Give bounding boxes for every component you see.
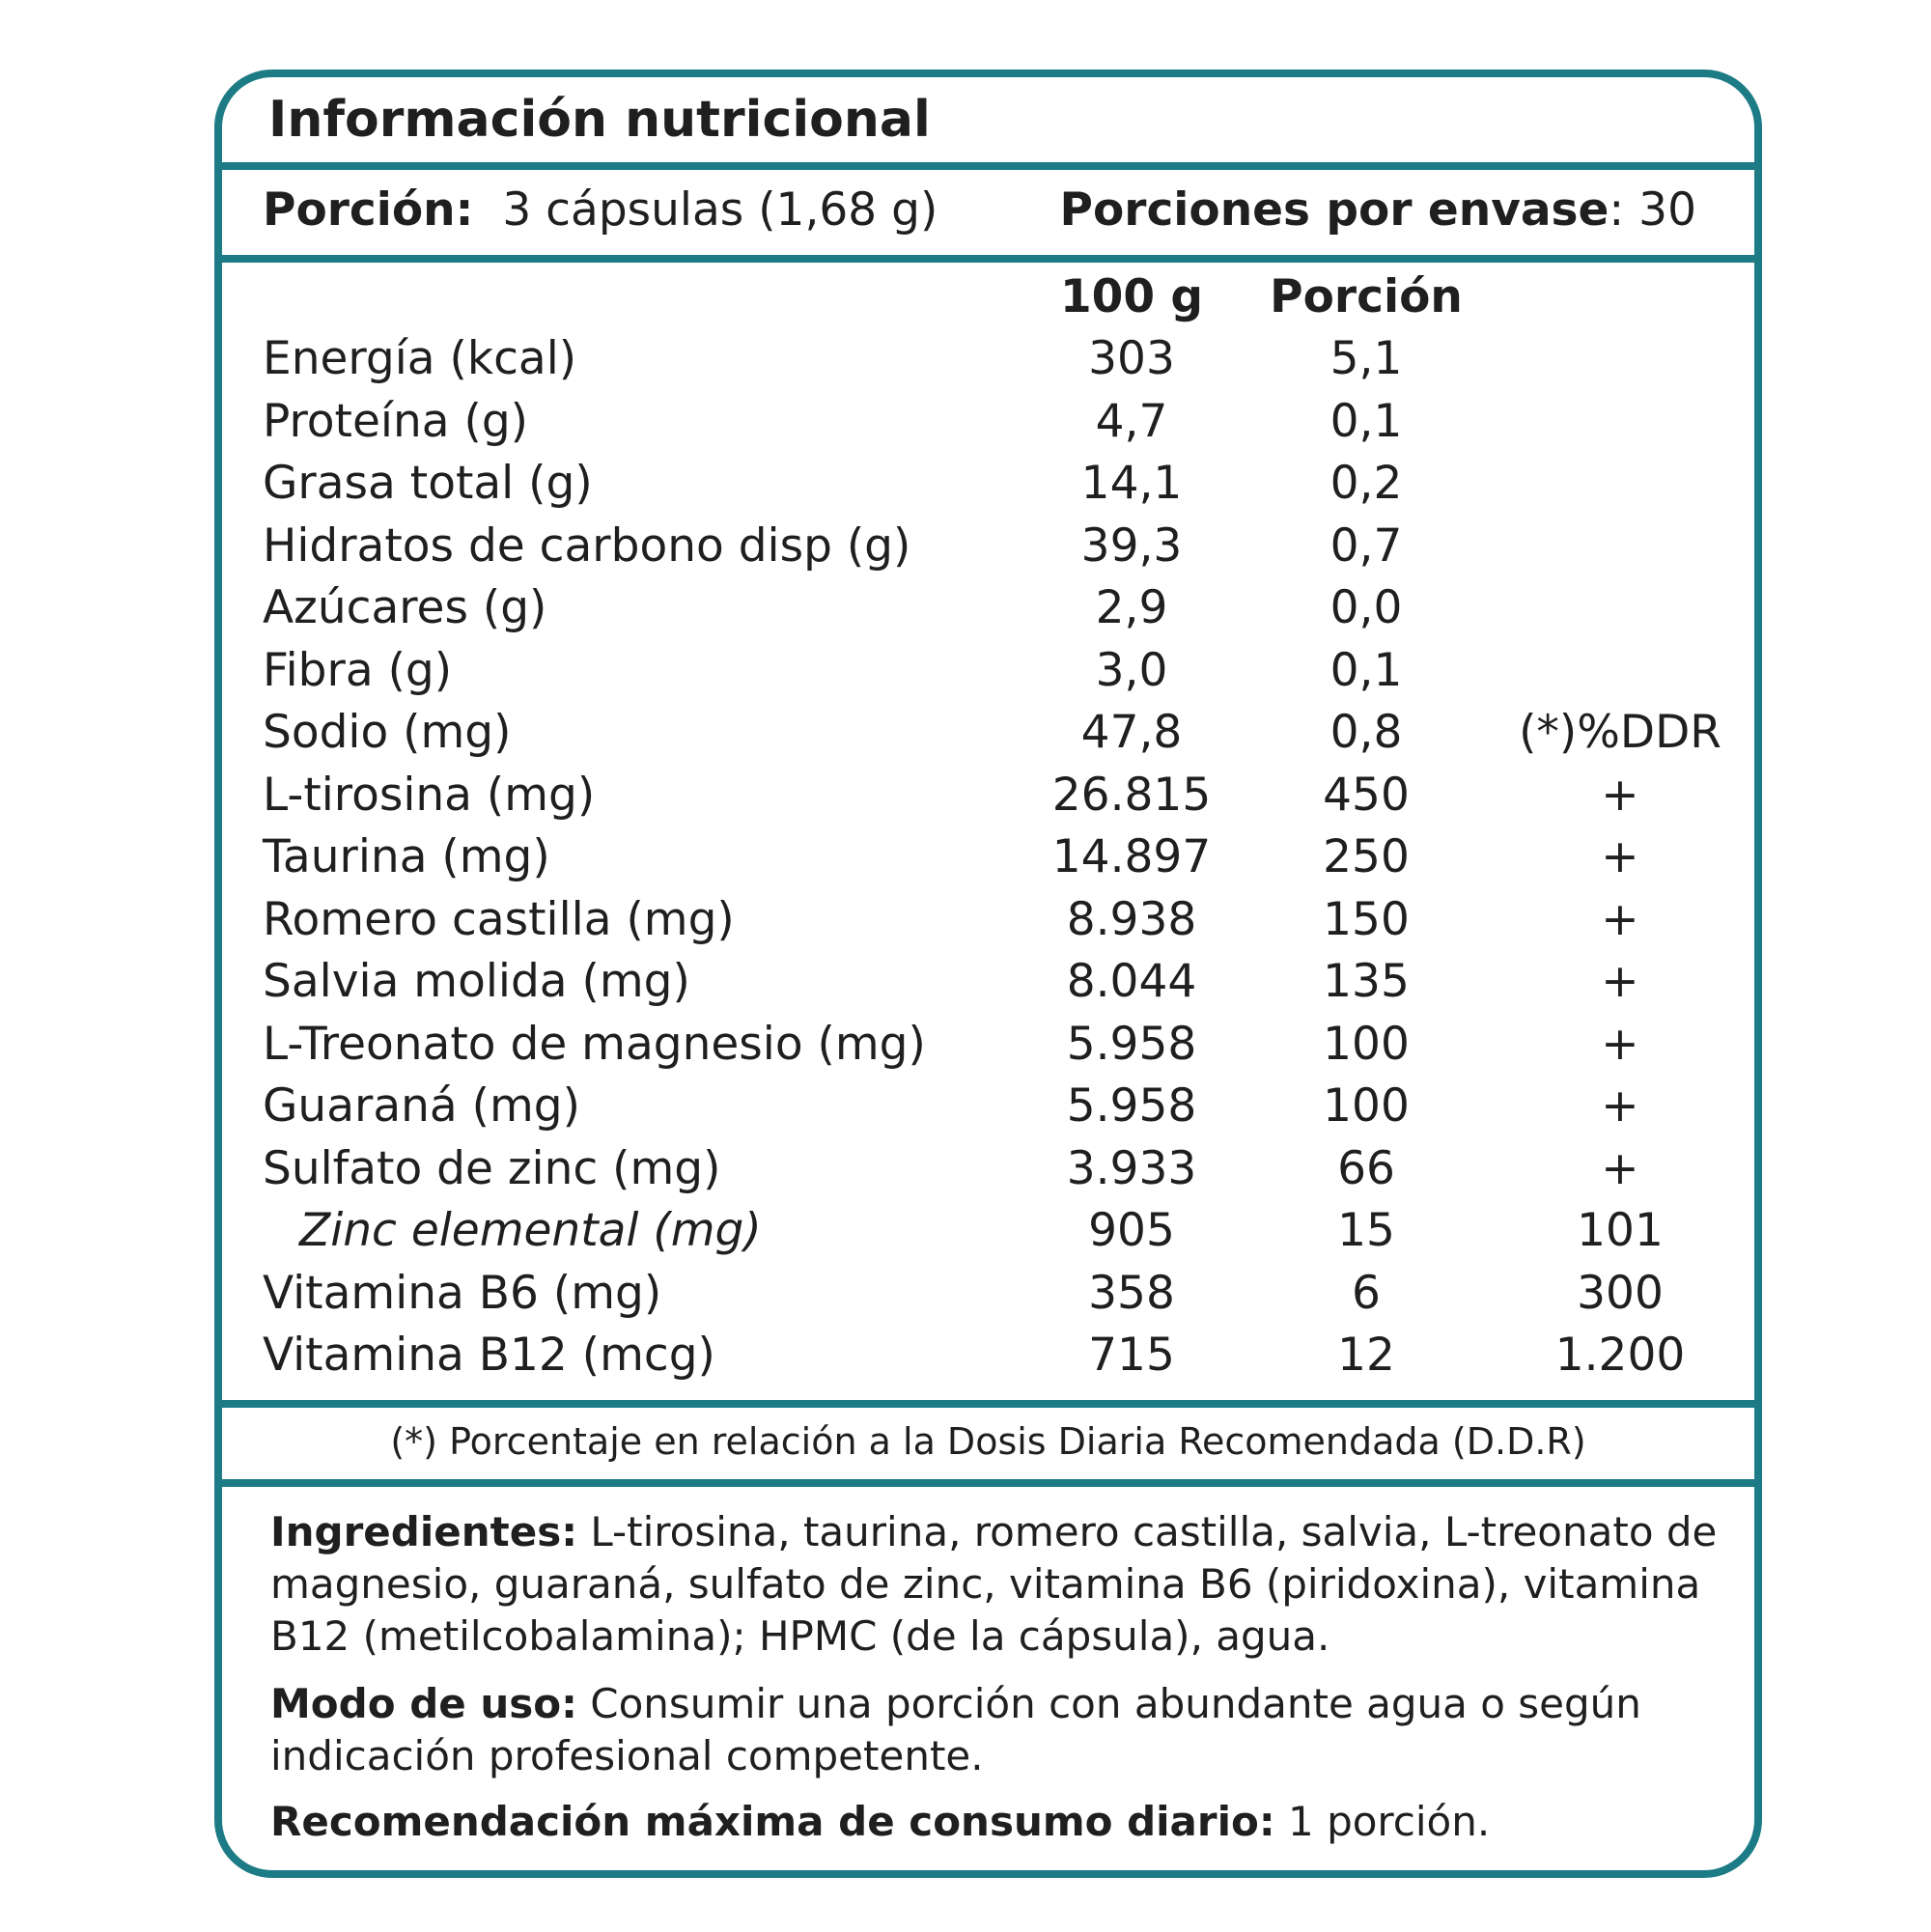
value-per-100g: 5.958 xyxy=(1066,1079,1197,1133)
value-per-100g: 905 xyxy=(1088,1204,1175,1257)
table-row xyxy=(222,893,1754,955)
usage-text xyxy=(270,1678,1738,1782)
nutrient-name: Zinc elemental (mg) xyxy=(299,1204,762,1257)
ingredients-label: Ingredientes: xyxy=(270,1508,577,1555)
value-per-portion: 0,1 xyxy=(1329,643,1403,697)
table-row xyxy=(222,830,1754,892)
column-header-portion: Porción xyxy=(1270,270,1463,323)
usage-label: Modo de uso: xyxy=(270,1680,577,1727)
value-per-100g: 14,1 xyxy=(1080,457,1183,510)
table-row xyxy=(222,581,1754,643)
table-row xyxy=(222,457,1754,518)
divider xyxy=(222,255,1754,263)
ddr-footnote: (*) Porcentaje en relación a la Dosis Diaria Recomendada (D.D.R) xyxy=(390,1420,1586,1463)
value-per-portion: 15 xyxy=(1337,1204,1395,1257)
nutrient-name: Vitamina B6 (mg) xyxy=(263,1266,662,1320)
value-per-100g: 358 xyxy=(1088,1266,1175,1320)
table-row xyxy=(222,1267,1754,1329)
value-per-portion: 100 xyxy=(1323,1079,1410,1133)
table-row xyxy=(222,769,1754,830)
value-ddr: + xyxy=(1601,1017,1639,1071)
divider xyxy=(222,162,1754,170)
value-ddr: 1.200 xyxy=(1554,1329,1686,1382)
nutrient-name: Romero castilla (mg) xyxy=(263,892,735,946)
value-per-100g: 47,8 xyxy=(1080,706,1183,759)
nutrient-name: Guaraná (mg) xyxy=(263,1079,580,1133)
table-row xyxy=(222,1329,1754,1390)
servings-per-pack xyxy=(1060,183,1696,237)
value-per-portion: 0,2 xyxy=(1329,457,1403,510)
value-per-portion: 66 xyxy=(1337,1141,1395,1195)
value-per-portion: 250 xyxy=(1323,830,1410,883)
value-per-portion: 0,8 xyxy=(1329,706,1403,759)
portion-label: Porción: xyxy=(263,183,474,237)
nutrient-name: Taurina (mg) xyxy=(263,830,550,883)
nutrient-name: Sodio (mg) xyxy=(263,706,512,759)
value-ddr: 300 xyxy=(1577,1266,1664,1320)
nutrient-name: Grasa total (g) xyxy=(263,457,593,510)
table-row xyxy=(222,706,1754,768)
value-per-portion: 0,0 xyxy=(1329,581,1403,634)
nutrient-name: L-Treonato de magnesio (mg) xyxy=(263,1017,926,1071)
value-per-100g: 715 xyxy=(1088,1329,1175,1382)
value-per-100g: 2,9 xyxy=(1095,581,1168,634)
serving-info xyxy=(263,183,1716,280)
value-per-100g: 303 xyxy=(1088,332,1175,385)
table-row xyxy=(222,519,1754,581)
servings-per-pack-label: Porciones por envase xyxy=(1059,183,1609,237)
value-per-portion: 100 xyxy=(1323,1017,1410,1071)
nutrition-label xyxy=(214,70,1762,1878)
value-ddr: (*)%DDR xyxy=(1519,706,1721,759)
value-per-portion: 135 xyxy=(1323,955,1410,1008)
portion-size xyxy=(263,183,938,237)
value-per-portion: 450 xyxy=(1323,768,1410,822)
max-daily-text xyxy=(270,1796,1738,1848)
table-row xyxy=(222,1142,1754,1204)
table-row xyxy=(222,1204,1754,1266)
nutrient-name: Energía (kcal) xyxy=(263,332,577,385)
servings-per-pack-value: : 30 xyxy=(1609,183,1696,237)
value-per-100g: 39,3 xyxy=(1080,518,1183,573)
ingredients-text xyxy=(270,1506,1738,1663)
column-header-100g: 100 g xyxy=(1059,270,1204,323)
nutrient-name: Azúcares (g) xyxy=(263,581,547,634)
value-per-100g: 26.815 xyxy=(1051,768,1212,822)
table-row xyxy=(222,1079,1754,1141)
value-ddr: + xyxy=(1601,892,1639,946)
usage-instructions: Consumir una porción con abundante agua o según indicación profesional competente. xyxy=(270,1680,1641,1779)
value-ddr: 101 xyxy=(1577,1204,1664,1257)
nutrient-name: Sulfato de zinc (mg) xyxy=(263,1141,721,1195)
nutrient-name: Proteína (g) xyxy=(263,394,529,448)
value-per-100g: 14.897 xyxy=(1051,830,1212,883)
value-per-portion: 5,1 xyxy=(1329,332,1403,385)
value-per-100g: 8.938 xyxy=(1066,892,1197,946)
max-daily-value: 1 porción. xyxy=(1274,1798,1491,1845)
value-per-portion: 6 xyxy=(1352,1266,1381,1320)
value-per-100g: 3,0 xyxy=(1095,643,1168,697)
value-ddr: + xyxy=(1601,768,1639,822)
portion-value: 3 cápsulas (1,68 g) xyxy=(502,183,938,237)
divider xyxy=(222,1400,1754,1408)
nutrient-name: Hidratos de carbono disp (g) xyxy=(263,518,911,573)
value-ddr: + xyxy=(1601,1079,1639,1133)
value-per-100g: 8.044 xyxy=(1066,955,1197,1008)
divider xyxy=(222,1479,1754,1487)
table-row xyxy=(222,395,1754,457)
nutrient-name: Salvia molida (mg) xyxy=(263,955,690,1008)
ingredients-list: L-tirosina, taurina, romero castilla, salvia, L-treonato de magnesio, guaraná, sulfato de zinc, vitamina B6 (piridoxina), vitamina B12 (metilcobalamina); HPMC (de la cápsula), agua. xyxy=(270,1508,1718,1660)
value-ddr: + xyxy=(1601,955,1639,1008)
value-per-100g: 5.958 xyxy=(1066,1017,1197,1071)
max-daily-label: Recomendación máxima de consumo diario: xyxy=(270,1798,1275,1845)
value-per-100g: 4,7 xyxy=(1095,394,1168,448)
table-row xyxy=(222,644,1754,706)
value-per-portion: 0,1 xyxy=(1329,394,1403,448)
value-per-portion: 150 xyxy=(1323,892,1410,946)
table-row xyxy=(222,1018,1754,1079)
value-ddr: + xyxy=(1601,1141,1639,1195)
label-title: Información nutricional xyxy=(268,91,931,149)
table-row xyxy=(222,332,1754,394)
table-row xyxy=(222,955,1754,1017)
value-ddr: + xyxy=(1601,830,1639,883)
value-per-portion: 12 xyxy=(1337,1329,1395,1382)
value-per-100g: 3.933 xyxy=(1066,1141,1197,1195)
nutrient-name: Vitamina B12 (mcg) xyxy=(263,1329,715,1382)
value-per-portion: 0,7 xyxy=(1329,518,1403,573)
nutrient-name: Fibra (g) xyxy=(263,643,453,697)
nutrient-name: L-tirosina (mg) xyxy=(263,768,596,822)
